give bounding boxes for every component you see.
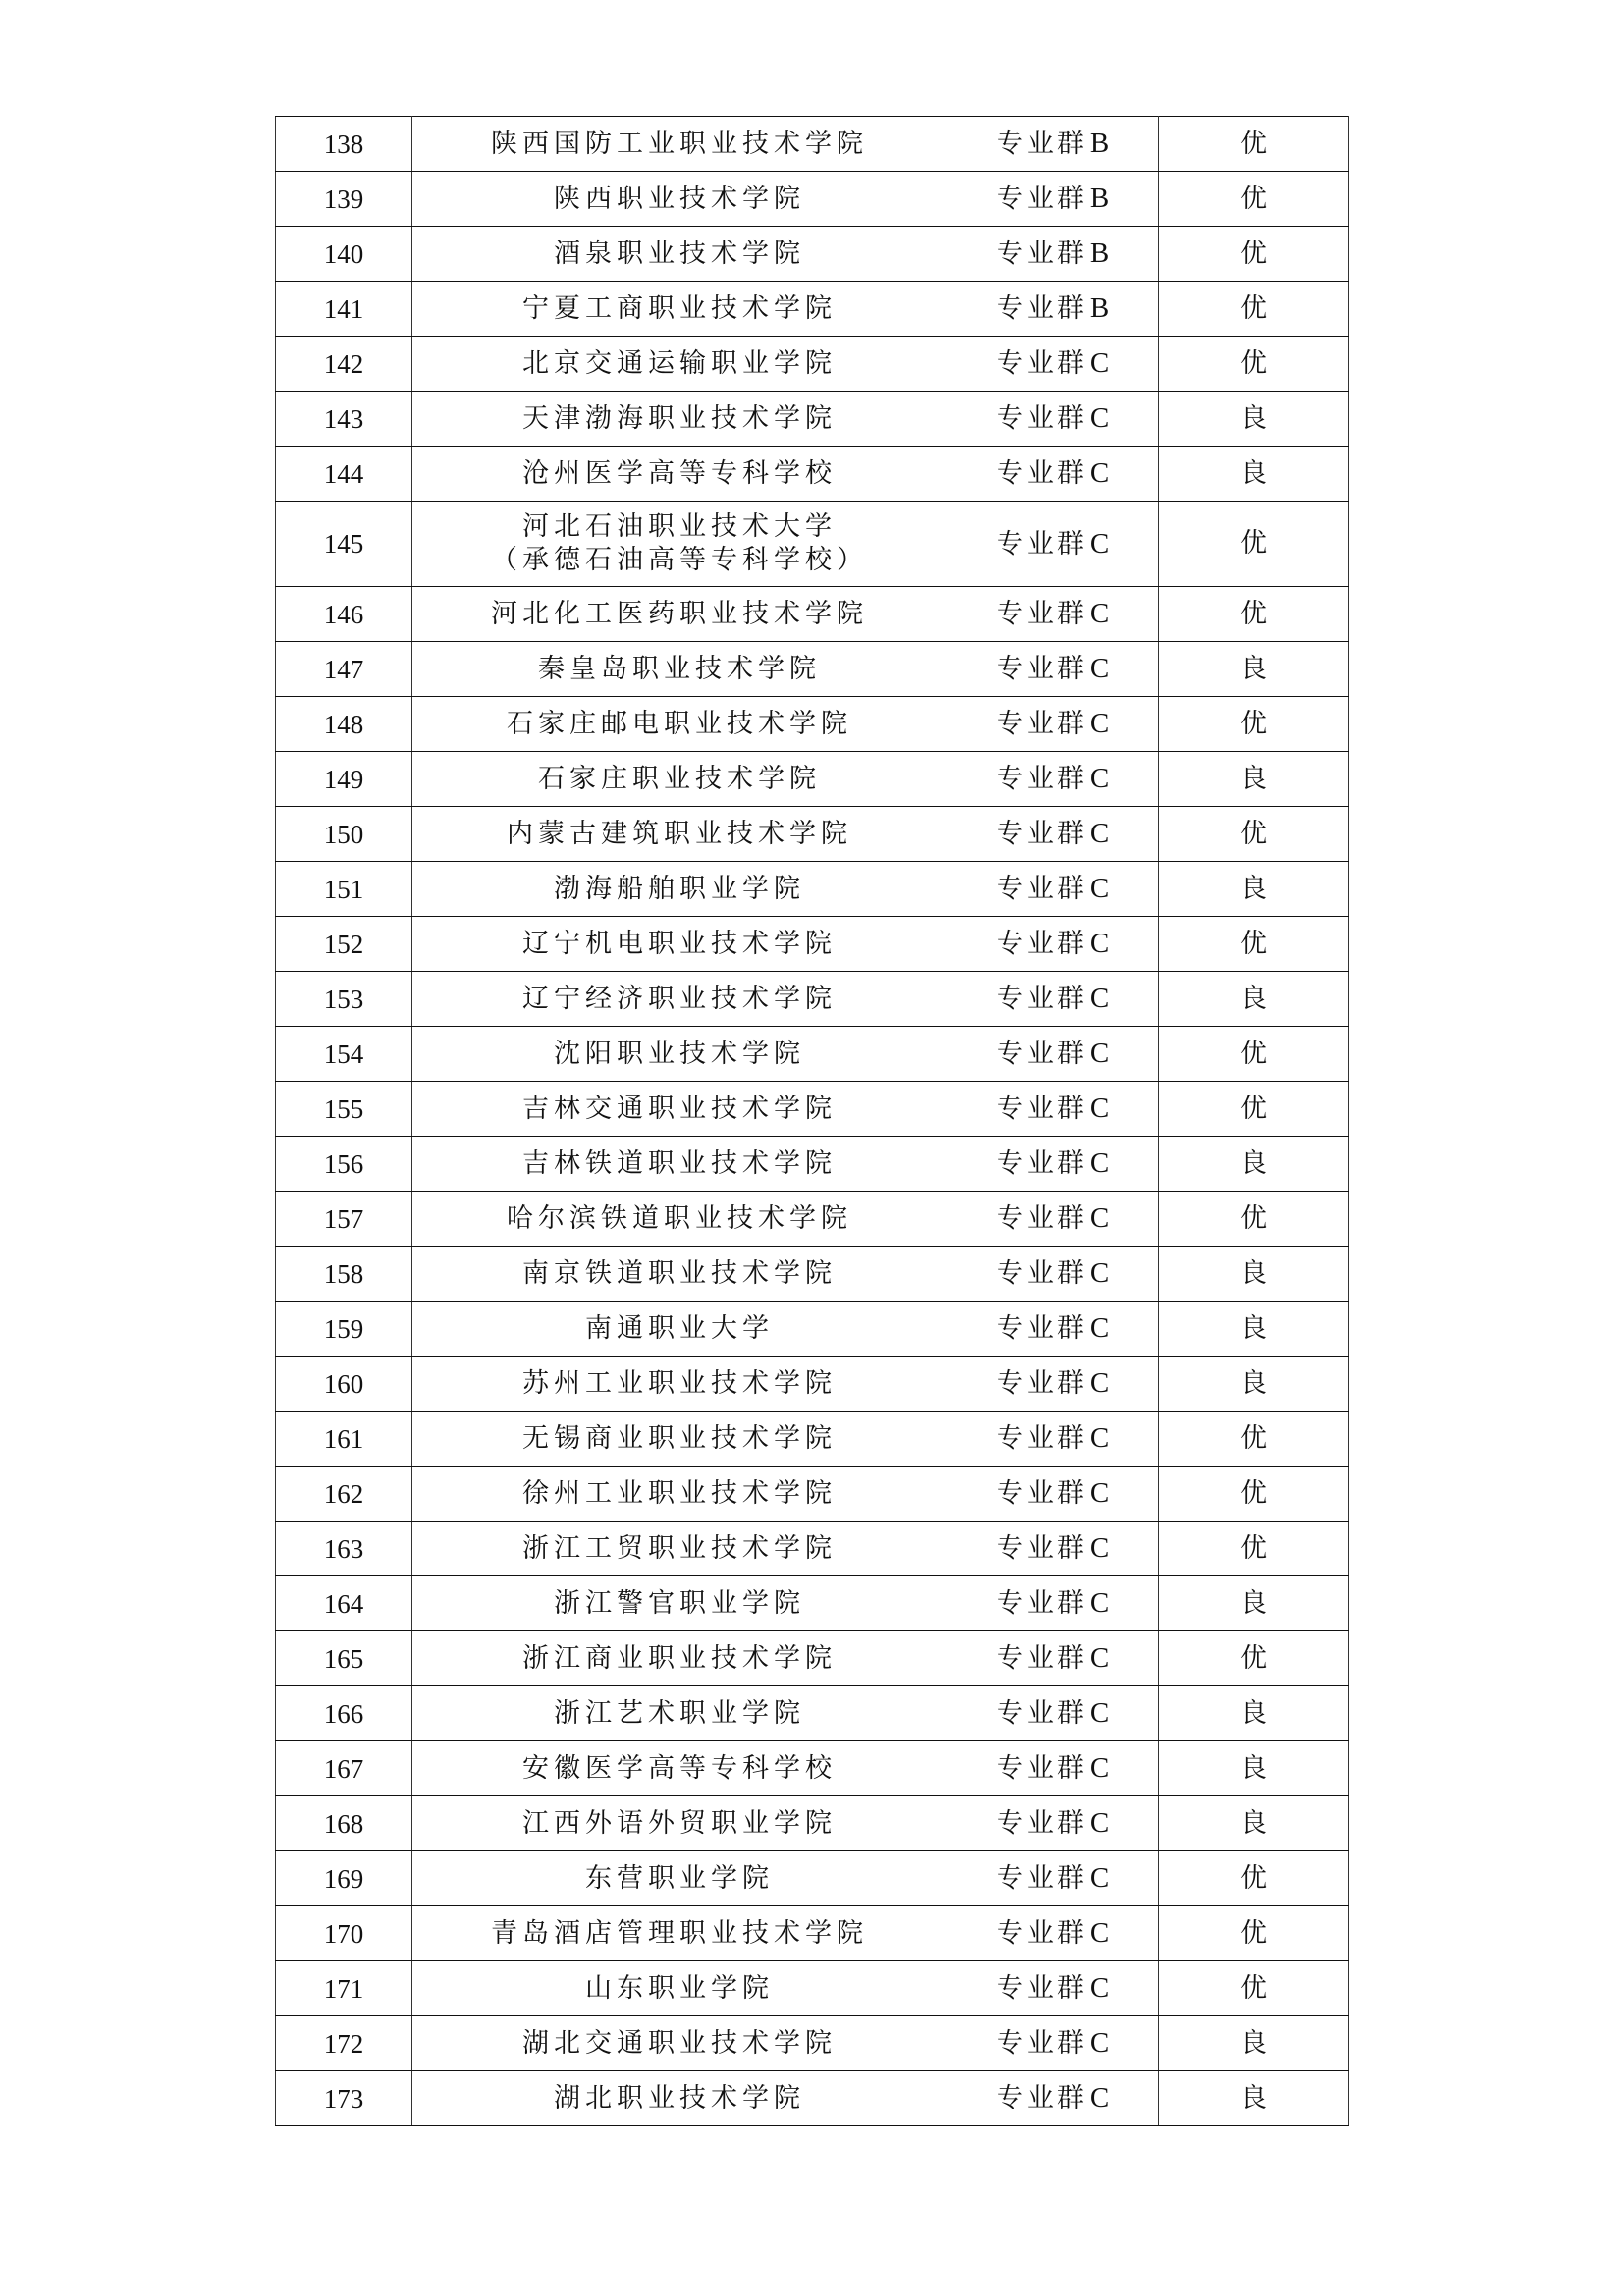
- table-row: [276, 1686, 1349, 1741]
- specialty-group-prefix: 专业群: [996, 1039, 1088, 1069]
- institution-name-line: 河北石油职业技术大学: [522, 511, 837, 542]
- institution-name: [412, 2071, 947, 2126]
- specialty-group: [947, 1412, 1159, 1467]
- institution-name: [412, 227, 947, 282]
- specialty-group: [947, 1467, 1159, 1522]
- institution-name: [412, 1027, 947, 1082]
- table-row: [276, 587, 1349, 642]
- institution-name: [412, 1686, 947, 1741]
- table-row: [276, 1027, 1349, 1082]
- specialty-group-letter: C: [1089, 402, 1110, 434]
- table-row: [276, 642, 1349, 697]
- institution-name: [412, 1522, 947, 1576]
- table-row: [276, 1522, 1349, 1576]
- institution-name: [412, 972, 947, 1027]
- specialty-group-letter: C: [1089, 1367, 1110, 1399]
- specialty-group-prefix: 专业群: [996, 1313, 1088, 1344]
- table-row: [276, 1192, 1349, 1247]
- specialty-group: [947, 447, 1159, 502]
- institution-name-line: 内蒙古建筑职业技术学院: [507, 818, 852, 849]
- table-row: [276, 807, 1349, 862]
- row-number: 162: [276, 1467, 412, 1522]
- evaluation-grade: 优: [1159, 282, 1349, 337]
- row-number: 144: [276, 447, 412, 502]
- institution-name-line: 徐州工业职业技术学院: [522, 1477, 837, 1509]
- specialty-group: [947, 2071, 1159, 2126]
- row-number: 146: [276, 587, 412, 642]
- institution-name-line: 浙江工贸职业技术学院: [522, 1532, 837, 1564]
- specialty-group-letter: C: [1089, 708, 1110, 739]
- table-row: [276, 392, 1349, 447]
- specialty-group-prefix: 专业群: [996, 764, 1088, 794]
- specialty-group-letter: C: [1089, 1038, 1110, 1069]
- specialty-group-letter: B: [1089, 293, 1110, 324]
- specialty-group: [947, 697, 1159, 752]
- results-table: [275, 116, 1349, 2126]
- institution-name-line: 秦皇岛职业技术学院: [538, 653, 821, 684]
- specialty-group-letter: C: [1089, 1148, 1110, 1179]
- specialty-group-prefix: 专业群: [996, 1863, 1088, 1894]
- specialty-group-prefix: 专业群: [996, 654, 1088, 684]
- institution-name-line: 陕西国防工业职业技术学院: [491, 128, 868, 159]
- institution-name-line: 东营职业学院: [585, 1862, 774, 1894]
- evaluation-grade: 优: [1159, 587, 1349, 642]
- row-number: 160: [276, 1357, 412, 1412]
- row-number: 147: [276, 642, 412, 697]
- table-row: [276, 1412, 1349, 1467]
- specialty-group: [947, 1631, 1159, 1686]
- evaluation-grade: 良: [1159, 642, 1349, 697]
- specialty-group: [947, 1961, 1159, 2016]
- specialty-group-letter: C: [1089, 527, 1110, 560]
- institution-name-line: 江西外语外贸职业学院: [522, 1807, 837, 1839]
- institution-name: [412, 642, 947, 697]
- specialty-group-prefix: 专业群: [996, 294, 1088, 324]
- table-row: [276, 862, 1349, 917]
- institution-name: [412, 917, 947, 972]
- specialty-group: [947, 1027, 1159, 1082]
- specialty-group-prefix: 专业群: [996, 1094, 1088, 1124]
- table-row: [276, 1302, 1349, 1357]
- row-number: 157: [276, 1192, 412, 1247]
- specialty-group-prefix: 专业群: [996, 458, 1088, 489]
- specialty-group-letter: C: [1089, 763, 1110, 794]
- row-number: 153: [276, 972, 412, 1027]
- institution-name: [412, 1357, 947, 1412]
- evaluation-grade: 优: [1159, 502, 1349, 587]
- institution-name: [412, 697, 947, 752]
- table-row: [276, 2016, 1349, 2071]
- specialty-group: [947, 227, 1159, 282]
- evaluation-grade: 良: [1159, 1796, 1349, 1851]
- results-table-body: [276, 117, 1349, 2126]
- table-row: [276, 1961, 1349, 2016]
- specialty-group-letter: C: [1089, 1862, 1110, 1894]
- specialty-group-letter: C: [1089, 1093, 1110, 1124]
- evaluation-grade: 良: [1159, 447, 1349, 502]
- table-row: [276, 1796, 1349, 1851]
- specialty-group-letter: B: [1089, 238, 1110, 269]
- table-row: [276, 697, 1349, 752]
- specialty-group-letter: C: [1089, 653, 1110, 684]
- evaluation-grade: 良: [1159, 752, 1349, 807]
- institution-name: [412, 337, 947, 392]
- row-number: 164: [276, 1576, 412, 1631]
- table-row: [276, 172, 1349, 227]
- specialty-group-letter: C: [1089, 1477, 1110, 1509]
- evaluation-grade: 优: [1159, 1467, 1349, 1522]
- evaluation-grade: 良: [1159, 2016, 1349, 2071]
- evaluation-grade: 优: [1159, 1522, 1349, 1576]
- specialty-group-prefix: 专业群: [996, 874, 1088, 904]
- evaluation-grade: 优: [1159, 1906, 1349, 1961]
- specialty-group-letter: C: [1089, 457, 1110, 489]
- row-number: 150: [276, 807, 412, 862]
- specialty-group: [947, 1851, 1159, 1906]
- table-row: [276, 1851, 1349, 1906]
- institution-name: [412, 752, 947, 807]
- specialty-group: [947, 1522, 1159, 1576]
- institution-name-line: 宁夏工商职业技术学院: [522, 293, 837, 324]
- specialty-group: [947, 917, 1159, 972]
- row-number: 152: [276, 917, 412, 972]
- specialty-group-letter: C: [1089, 1422, 1110, 1454]
- institution-name-line: 浙江商业职业技术学院: [522, 1642, 837, 1674]
- specialty-group: [947, 117, 1159, 172]
- institution-name: [412, 1247, 947, 1302]
- specialty-group-prefix: 专业群: [996, 1478, 1088, 1509]
- institution-name: [412, 1906, 947, 1961]
- specialty-group: [947, 1357, 1159, 1412]
- specialty-group-letter: C: [1089, 818, 1110, 849]
- institution-name-line: 石家庄邮电职业技术学院: [507, 708, 852, 739]
- evaluation-grade: 优: [1159, 117, 1349, 172]
- evaluation-grade: 良: [1159, 1302, 1349, 1357]
- institution-name-line: 沈阳职业技术学院: [554, 1038, 805, 1069]
- specialty-group-letter: C: [1089, 347, 1110, 379]
- specialty-group-letter: C: [1089, 983, 1110, 1014]
- table-row: [276, 337, 1349, 392]
- evaluation-grade: 优: [1159, 697, 1349, 752]
- specialty-group: [947, 1906, 1159, 1961]
- row-number: 155: [276, 1082, 412, 1137]
- institution-name: [412, 1576, 947, 1631]
- table-row: [276, 972, 1349, 1027]
- table-row: [276, 1741, 1349, 1796]
- specialty-group-prefix: 专业群: [996, 1918, 1088, 1949]
- specialty-group-prefix: 专业群: [996, 403, 1088, 434]
- table-row: [276, 282, 1349, 337]
- specialty-group-letter: C: [1089, 1917, 1110, 1949]
- specialty-group-letter: C: [1089, 598, 1110, 629]
- row-number: 148: [276, 697, 412, 752]
- specialty-group-prefix: 专业群: [996, 1203, 1088, 1234]
- table-row: [276, 1467, 1349, 1522]
- table-row: [276, 1357, 1349, 1412]
- evaluation-grade: 良: [1159, 1137, 1349, 1192]
- institution-name-line: 浙江警官职业学院: [554, 1587, 805, 1619]
- table-row: [276, 917, 1349, 972]
- row-number: 158: [276, 1247, 412, 1302]
- specialty-group-letter: C: [1089, 1752, 1110, 1784]
- row-number: 142: [276, 337, 412, 392]
- institution-name-line: 酒泉职业技术学院: [554, 238, 805, 269]
- institution-name: [412, 392, 947, 447]
- evaluation-grade: 良: [1159, 1357, 1349, 1412]
- institution-name: [412, 807, 947, 862]
- table-row: [276, 1631, 1349, 1686]
- evaluation-grade: 优: [1159, 337, 1349, 392]
- specialty-group-prefix: 专业群: [996, 2083, 1088, 2113]
- table-row: [276, 1082, 1349, 1137]
- institution-name-line: 陕西职业技术学院: [554, 183, 805, 214]
- table-row: [276, 447, 1349, 502]
- specialty-group: [947, 172, 1159, 227]
- evaluation-grade: 优: [1159, 1851, 1349, 1906]
- specialty-group: [947, 1302, 1159, 1357]
- specialty-group-prefix: 专业群: [996, 929, 1088, 959]
- specialty-group-letter: C: [1089, 2082, 1110, 2113]
- table-row: [276, 227, 1349, 282]
- institution-name: [412, 447, 947, 502]
- specialty-group-letter: C: [1089, 1312, 1110, 1344]
- evaluation-grade: 良: [1159, 1576, 1349, 1631]
- row-number: 166: [276, 1686, 412, 1741]
- evaluation-grade: 优: [1159, 1027, 1349, 1082]
- institution-name-line: 湖北交通职业技术学院: [522, 2027, 837, 2058]
- specialty-group: [947, 752, 1159, 807]
- specialty-group: [947, 1576, 1159, 1631]
- table-row: [276, 752, 1349, 807]
- specialty-group-prefix: 专业群: [996, 1533, 1088, 1564]
- row-number: 138: [276, 117, 412, 172]
- table-row: [276, 1247, 1349, 1302]
- specialty-group-letter: C: [1089, 873, 1110, 904]
- row-number: 171: [276, 1961, 412, 2016]
- institution-name-line: 辽宁机电职业技术学院: [522, 928, 837, 959]
- specialty-group-prefix: 专业群: [996, 348, 1088, 379]
- specialty-group-prefix: 专业群: [996, 599, 1088, 629]
- specialty-group-prefix: 专业群: [996, 184, 1088, 214]
- specialty-group: [947, 1796, 1159, 1851]
- specialty-group: [947, 392, 1159, 447]
- evaluation-grade: 优: [1159, 1631, 1349, 1686]
- specialty-group: [947, 1741, 1159, 1796]
- row-number: 167: [276, 1741, 412, 1796]
- institution-name-line: 湖北职业技术学院: [554, 2082, 805, 2113]
- specialty-group-prefix: 专业群: [996, 819, 1088, 849]
- specialty-group-letter: C: [1089, 2027, 1110, 2058]
- institution-name-line: 山东职业学院: [585, 1972, 774, 2003]
- specialty-group: [947, 642, 1159, 697]
- specialty-group-letter: C: [1089, 1642, 1110, 1674]
- specialty-group-prefix: 专业群: [996, 1588, 1088, 1619]
- evaluation-grade: 良: [1159, 1741, 1349, 1796]
- specialty-group-prefix: 专业群: [996, 984, 1088, 1014]
- specialty-group-letter: C: [1089, 928, 1110, 959]
- row-number: 168: [276, 1796, 412, 1851]
- specialty-group: [947, 282, 1159, 337]
- row-number: 159: [276, 1302, 412, 1357]
- row-number: 172: [276, 2016, 412, 2071]
- institution-name-line: 安徽医学高等专科学校: [522, 1752, 837, 1784]
- institution-name-line: 南京铁道职业技术学院: [522, 1257, 837, 1289]
- institution-name: [412, 1741, 947, 1796]
- institution-name-line: 天津渤海职业技术学院: [522, 402, 837, 434]
- specialty-group: [947, 587, 1159, 642]
- evaluation-grade: 优: [1159, 227, 1349, 282]
- specialty-group: [947, 807, 1159, 862]
- specialty-group: [947, 1082, 1159, 1137]
- evaluation-grade: 良: [1159, 1686, 1349, 1741]
- row-number: 145: [276, 502, 412, 587]
- institution-name-line: 青岛酒店管理职业技术学院: [491, 1917, 868, 1949]
- institution-name: [412, 1412, 947, 1467]
- specialty-group-letter: C: [1089, 1257, 1110, 1289]
- evaluation-grade: 优: [1159, 807, 1349, 862]
- row-number: 140: [276, 227, 412, 282]
- institution-name-line: 南通职业大学: [585, 1312, 774, 1344]
- evaluation-grade: 良: [1159, 2071, 1349, 2126]
- specialty-group: [947, 1137, 1159, 1192]
- institution-name: [412, 117, 947, 172]
- institution-name-line: 吉林铁道职业技术学院: [522, 1148, 837, 1179]
- institution-name: [412, 1192, 947, 1247]
- table-row: [276, 502, 1349, 587]
- institution-name: [412, 1961, 947, 2016]
- institution-name-line: 渤海船舶职业学院: [554, 873, 805, 904]
- specialty-group-prefix: 专业群: [996, 1973, 1088, 2003]
- specialty-group-prefix: 专业群: [996, 1643, 1088, 1674]
- evaluation-grade: 优: [1159, 172, 1349, 227]
- specialty-group-prefix: 专业群: [996, 1698, 1088, 1729]
- table-row: [276, 117, 1349, 172]
- specialty-group-prefix: 专业群: [996, 1258, 1088, 1289]
- institution-name-line: 哈尔滨铁道职业技术学院: [507, 1202, 852, 1234]
- institution-name-line: 浙江艺术职业学院: [554, 1697, 805, 1729]
- specialty-group-letter: C: [1089, 1807, 1110, 1839]
- institution-name-line: 无锡商业职业技术学院: [522, 1422, 837, 1454]
- row-number: 163: [276, 1522, 412, 1576]
- institution-name-line: 沧州医学高等专科学校: [522, 457, 837, 489]
- row-number: 173: [276, 2071, 412, 2126]
- institution-name: [412, 1851, 947, 1906]
- institution-name: [412, 1631, 947, 1686]
- specialty-group-prefix: 专业群: [996, 1423, 1088, 1454]
- specialty-group-letter: B: [1089, 128, 1110, 159]
- specialty-group: [947, 502, 1159, 587]
- row-number: 161: [276, 1412, 412, 1467]
- table-row: [276, 1906, 1349, 1961]
- row-number: 165: [276, 1631, 412, 1686]
- institution-name: [412, 172, 947, 227]
- specialty-group-prefix: 专业群: [996, 1148, 1088, 1179]
- row-number: 151: [276, 862, 412, 917]
- specialty-group: [947, 1686, 1159, 1741]
- row-number: 143: [276, 392, 412, 447]
- institution-name: [412, 1302, 947, 1357]
- institution-name-line: 河北化工医药职业技术学院: [491, 598, 868, 629]
- specialty-group-letter: C: [1089, 1202, 1110, 1234]
- specialty-group-prefix: 专业群: [996, 1368, 1088, 1399]
- row-number: 149: [276, 752, 412, 807]
- institution-name: [412, 502, 947, 587]
- institution-name: [412, 1796, 947, 1851]
- evaluation-grade: 良: [1159, 972, 1349, 1027]
- table-row: [276, 2071, 1349, 2126]
- specialty-group-prefix: 专业群: [996, 2028, 1088, 2058]
- specialty-group-letter: C: [1089, 1587, 1110, 1619]
- evaluation-grade: 良: [1159, 392, 1349, 447]
- institution-name-line: 北京交通运输职业学院: [522, 347, 837, 379]
- evaluation-grade: 优: [1159, 917, 1349, 972]
- row-number: 154: [276, 1027, 412, 1082]
- institution-name: [412, 2016, 947, 2071]
- specialty-group-prefix: 专业群: [996, 709, 1088, 739]
- specialty-group-prefix: 专业群: [996, 1753, 1088, 1784]
- specialty-group: [947, 862, 1159, 917]
- institution-name: [412, 862, 947, 917]
- evaluation-grade: 优: [1159, 1961, 1349, 2016]
- specialty-group-letter: B: [1089, 183, 1110, 214]
- specialty-group: [947, 1192, 1159, 1247]
- specialty-group-letter: C: [1089, 1972, 1110, 2003]
- specialty-group-prefix: 专业群: [996, 528, 1088, 560]
- evaluation-grade: 优: [1159, 1192, 1349, 1247]
- institution-name-line: 辽宁经济职业技术学院: [522, 983, 837, 1014]
- specialty-group-letter: C: [1089, 1697, 1110, 1729]
- institution-name-line: 石家庄职业技术学院: [538, 763, 821, 794]
- institution-name-line: 苏州工业职业技术学院: [522, 1367, 837, 1399]
- row-number: 169: [276, 1851, 412, 1906]
- institution-name-line: 吉林交通职业技术学院: [522, 1093, 837, 1124]
- institution-name: [412, 1137, 947, 1192]
- specialty-group-prefix: 专业群: [996, 1808, 1088, 1839]
- institution-name: [412, 587, 947, 642]
- specialty-group-letter: C: [1089, 1532, 1110, 1564]
- specialty-group: [947, 1247, 1159, 1302]
- row-number: 141: [276, 282, 412, 337]
- specialty-group: [947, 337, 1159, 392]
- table-row: [276, 1137, 1349, 1192]
- institution-name-line: （承德石油高等专科学校）: [491, 545, 868, 575]
- row-number: 170: [276, 1906, 412, 1961]
- row-number: 156: [276, 1137, 412, 1192]
- evaluation-grade: 良: [1159, 862, 1349, 917]
- institution-name: [412, 1467, 947, 1522]
- specialty-group: [947, 2016, 1159, 2071]
- table-row: [276, 1576, 1349, 1631]
- specialty-group: [947, 972, 1159, 1027]
- evaluation-grade: 优: [1159, 1412, 1349, 1467]
- institution-name: [412, 282, 947, 337]
- specialty-group-prefix: 专业群: [996, 129, 1088, 159]
- specialty-group-prefix: 专业群: [996, 239, 1088, 269]
- row-number: 139: [276, 172, 412, 227]
- institution-name: [412, 1082, 947, 1137]
- evaluation-grade: 优: [1159, 1082, 1349, 1137]
- evaluation-grade: 良: [1159, 1247, 1349, 1302]
